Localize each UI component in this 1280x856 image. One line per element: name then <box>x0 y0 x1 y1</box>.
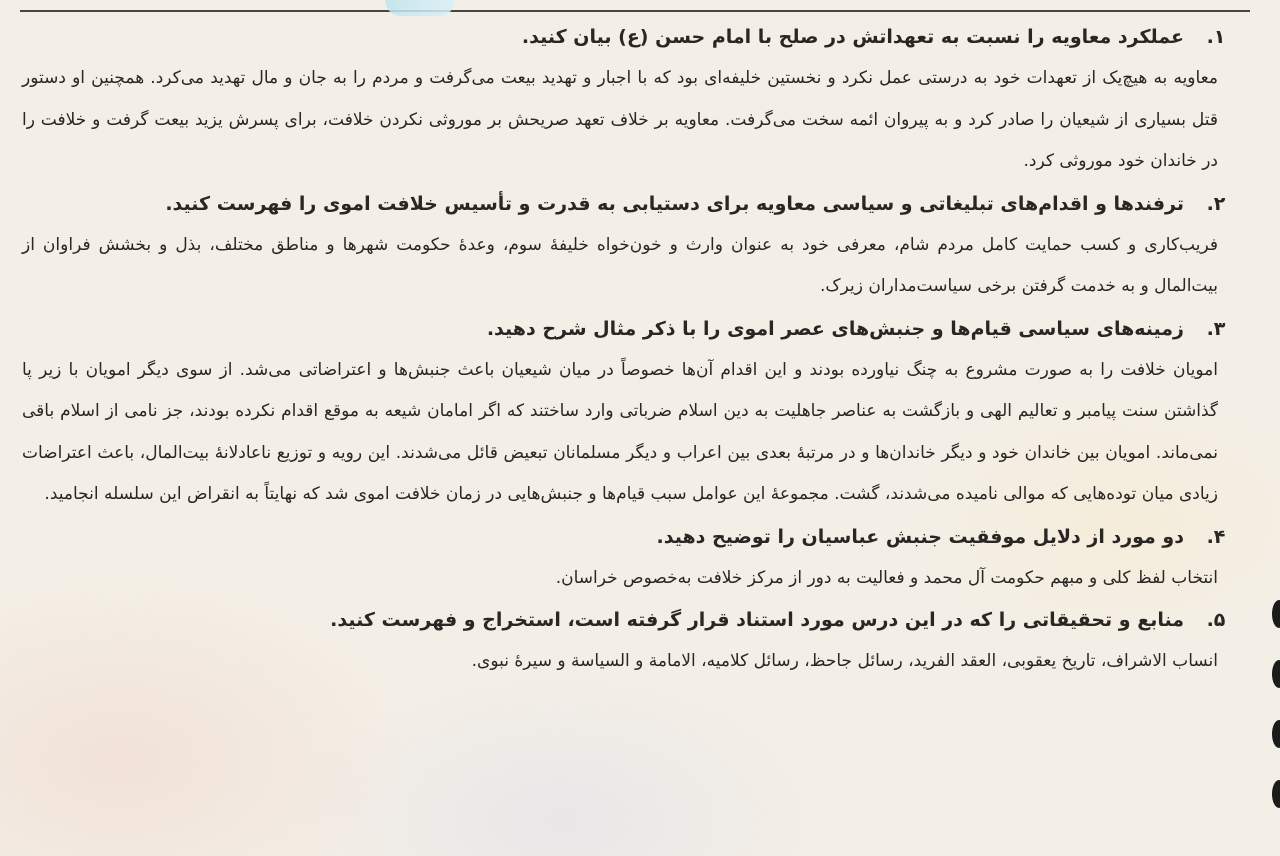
question-number: ۱. <box>1206 26 1226 48</box>
question-text: زمینه‌های سیاسی قیام‌ها و جنبش‌های عصر اموی را با ذکر مثال شرح دهید. <box>486 317 1184 340</box>
header-ornament <box>385 0 455 16</box>
qa-item <box>22 516 1236 600</box>
binder-hole <box>1272 780 1280 808</box>
binder-hole <box>1272 720 1280 748</box>
qa-item <box>22 183 1236 308</box>
answer-text: انتخاب لفظ کلی و مبهم حکومت آل محمد و فعالیت به دور از مرکز خلافت به‌خصوص خراسان. <box>555 567 1218 588</box>
question-number: ۵. <box>1206 609 1226 631</box>
question-number: ۳. <box>1206 317 1226 340</box>
answer-text: فریب‌کاری و کسب حمایت کامل مردم شام، معرفی خود به عنوان وارث و خون‌خواه خلیفهٔ سوم، وعدهٔ حکومت شهرها و مناطق مختلف، بذل و بخشش فراوان از بیت‌المال و به خدمت گرفتن برخی سیاست‌مداران زیرک. <box>22 234 1218 296</box>
question-number: ۲. <box>1206 192 1226 215</box>
answer-text: معاویه به هیچ‌یک از تعهدات خود به درستی عمل نکرد و نخستین خلیفه‌ای بود که با اجبار و تهدید بیعت می‌گرفت و مردم را به جان و مال تهدید می‌کرد. همچنین او دستور قتل بسیاری از شیعیان را صادر کرد و به پیروان ائمه سخت می‌گرفت. معاویه بر خلاف تعهد صریحش بر موروثی نکردن خلافت، برای پسرش یزید بیعت گرفت و خلافت را در خاندان خود موروثی کرد. <box>22 68 1218 171</box>
qa-item <box>22 599 1236 683</box>
question-text: ترفندها و اقدام‌های تبلیغاتی و سیاسی معاویه برای دستیابی به قدرت و تأسیس خلافت اموی را فهرست کنید. <box>165 192 1184 215</box>
question-text: دو مورد از دلایل موفقیت جنبش عباسیان را توضیح دهید. <box>656 525 1184 548</box>
answer-text: امویان خلافت را به صورت مشروع به چنگ نیاورده بودند و این اقدام آن‌ها خصوصاً در میان شیعیان باعث جنبش‌ها و اعتراضاتی می‌شد. از سوی دیگر امویان با زیر پا گذاشتن سنت پیامبر و تعالیم الهی و بازگشت به عناصر جاهلیت به دین اسلام ضرباتی وارد ساختند که اگر امامان شیعه به موقع اقدام نکرده بودند، جز نامی از اسلام باقی نمی‌ماند. امویان بین خاندان خود و دیگر خاندان‌ها و در مرتبهٔ بعدی بین اعراب و دیگر مسلمانان تبعیض قائل می‌شدند. این رویه و توزیع ناعادلانهٔ بیت‌المال، باعث اعتراضات زیادی میان توده‌هایی که موالی نامیده می‌شدند، گشت. مجموعهٔ این عوامل سبب قیام‌ها و جنبش‌هایی در زمان خلافت اموی شد که نهایتاً به انقراض این سلسله انجامید. <box>22 359 1218 504</box>
top-border-line <box>20 10 1250 12</box>
qa-item <box>22 16 1236 183</box>
question-text: عملکرد معاویه را نسبت به تعهداتش در صلح با امام حسن (ع) بیان کنید. <box>521 26 1184 48</box>
binder-hole <box>1272 660 1280 688</box>
qa-item <box>22 308 1236 516</box>
answer-text: انساب الاشراف، تاریخ یعقوبی، العقد الفرید، رسائل جاحظ، رسائل کلامیه، الامامة و السیاسة و سیرهٔ نبوی. <box>471 651 1218 671</box>
question-text: منابع و تحقیقاتی را که در این درس مورد استناد قرار گرفته است، استخراج و فهرست کنید. <box>330 609 1184 631</box>
binder-holes <box>1264 0 1280 856</box>
qa-list <box>22 16 1236 683</box>
binder-hole <box>1272 600 1280 628</box>
question-number: ۴. <box>1206 525 1226 548</box>
